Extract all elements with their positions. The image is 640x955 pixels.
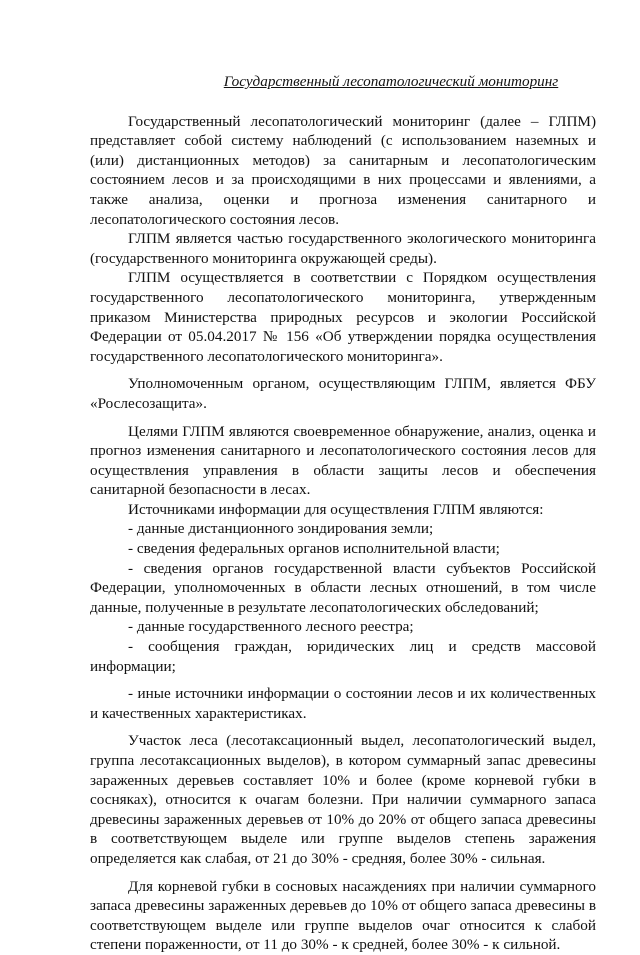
paragraph-part-of-monitoring: ГЛПМ является частью государственного экологического мониторинга (государственного мониторинга окружающей среды). bbox=[90, 230, 596, 267]
list-item: - иные источники информации о состоянии лесов и их количественных и качественных характеристиках. bbox=[90, 685, 596, 722]
paragraph-legal-basis: ГЛПМ осуществляется в соответствии с Порядком осуществления государственного лесопатологического мониторинга, утвержденным приказом Министерства природных ресурсов и экологии Российской Федерации от 05.04.2017 № 156 «Об утверждении порядка осуществления государственного лесопатологического мониторинга». bbox=[90, 269, 596, 365]
document-page bbox=[90, 72, 596, 955]
list-item: - данные государственного лесного реестра; bbox=[128, 618, 414, 636]
paragraph-goals: Целями ГЛПМ являются своевременное обнаружение, анализ, оценка и прогноз изменения санитарного и лесопатологического состояния лесов для осуществления управления в области защиты лесов и обеспечения санитарной безопасности в лесах. bbox=[90, 422, 596, 499]
paragraph-disease-foci: Участок леса (лесотаксационный выдел, лесопатологический выдел, группа лесотаксационных выделов), в котором суммарный запас древесины зараженных деревьев составляет 10% и более (кроме корневой губки в сосняках), относится к очагам болезни. При наличии суммарного запаса древесины зараженных деревьев от 10% до 20% от общего запаса древесины в соответствующем выделе или группе выделов степень заражения определяется как слабая, от 21 до 30% - средняя, более 30% - сильная. bbox=[90, 732, 596, 867]
list-item: - сведения органов государственной власти субъектов Российской Федерации, уполномоченных в области лесных отношений, в том числе данные, полученные в результате лесопатологических обследований; bbox=[90, 559, 596, 616]
list-item: - сообщения граждан, юридических лиц и средств массовой информации; bbox=[90, 638, 596, 675]
list-item: - данные дистанционного зондирования земли; bbox=[128, 520, 434, 538]
paragraph-authorized-body: Уполномоченным органом, осуществляющим ГЛПМ, является ФБУ «Рослесозащита». bbox=[90, 375, 596, 412]
list-item: - сведения федеральных органов исполнительной власти; bbox=[128, 540, 500, 558]
paragraph-root-sponge: Для корневой губки в сосновых насаждениях при наличии суммарного запаса древесины зараженных деревьев до 10% от общего запаса древесины в соответствующем выделе или группе выделов очаг относится к слабой степени пораженности, от 11 до 30% - к средней, более 30% - к сильной. bbox=[90, 877, 596, 954]
paragraph-sources-intro: Источниками информации для осуществления ГЛПМ являются: bbox=[128, 500, 544, 518]
paragraph-definition: Государственный лесопатологический мониторинг (далее – ГЛПМ) представляет собой систему наблюдений (с использованием наземных и (или) дистанционных методов) за санитарным и лесопатологическим состоянием лесов и за происходящими в них процессами и явлениями, а также анализа, оценки и прогноза изменения санитарного и лесопатологического состояния лесов. bbox=[90, 112, 596, 228]
document-title: Государственный лесопатологический мониторинг bbox=[223, 73, 559, 90]
